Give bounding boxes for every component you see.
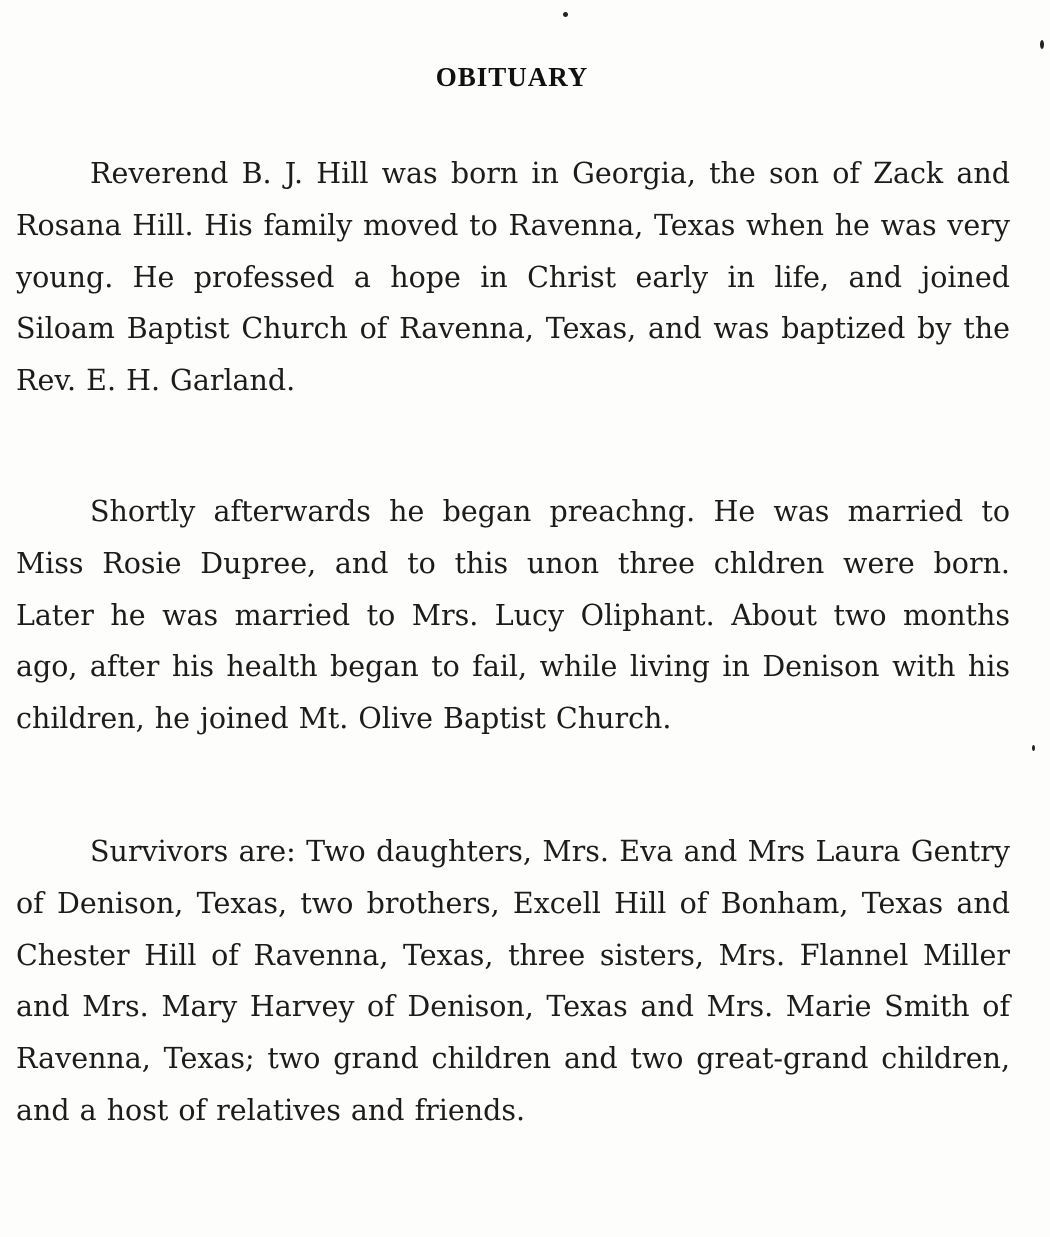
document-title: OBITUARY [435,62,589,92]
scan-speck [1040,40,1044,49]
scan-speck [1032,745,1035,751]
paragraph-biography: Reverend B. J. Hill was born in Georgia, the son of Zack and Rosana Hill. His family moved to Ravenna, Texas when he was very young. He professed a hope in Christ early in life, and joined Siloam Baptist Church of Ravenna, Texas, and was baptized by the Rev. E. H. Garland. [16,157,1010,398]
paragraph-survivors: Survivors are: Two daughters, Mrs. Eva and Mrs Laura Gentry of Denison, Texas, two brothers, Excell Hill of Bonham, Texas and Chester Hill of Ravenna, Texas, three sisters, Mrs. Flannel Miller and Mrs. Mary Harvey of Denison, Texas and Mrs. Marie Smith of Ravenna, Texas; two grand children and two great-grand children, and a host of relatives and friends. [16,835,1010,1127]
scan-speck [563,12,568,17]
paragraph-ministry-marriages: Shortly afterwards he began preachng. He was married to Miss Rosie Dupree, and to this unon three chldren were born. Later he was married to Mrs. Lucy Oliphant. About two months ago, after his health began to fail, while living in Denison with his children, he joined Mt. Olive Baptist Church. [16,495,1010,736]
